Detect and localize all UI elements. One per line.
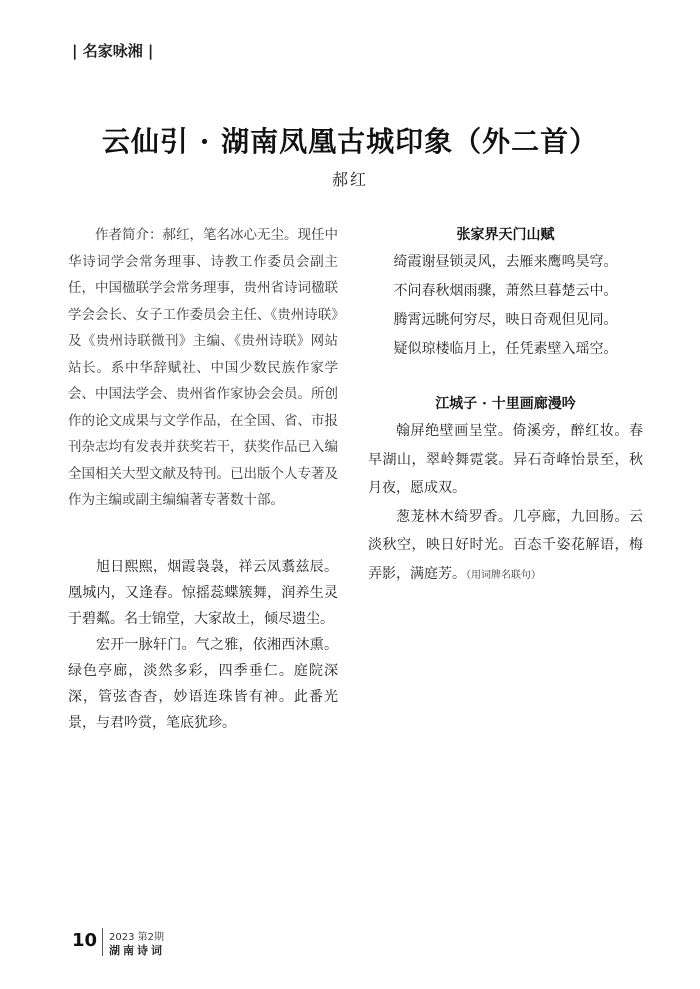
author-name: 郝红	[331, 170, 368, 189]
poem-line: 腾霄远眺何穷尽，映日奇观但见同。	[393, 312, 618, 328]
poem-stanza: 宏开一脉轩门。气之雅，依湘西沐熏。绿色亭廊，淡然多彩，四季垂仁。庭院深深，管弦杳杳，妙语连珠皆有神。此番光景，与君吟赏，笔底犹珍。	[68, 636, 338, 731]
page-number: 10	[72, 930, 98, 951]
section-tag: | 名家咏湘 |	[72, 42, 154, 60]
left-column	[68, 222, 338, 736]
author-bio	[68, 222, 338, 514]
poem-yunxianyin	[68, 554, 338, 736]
issue-label: 2023 第2期	[109, 932, 164, 943]
journal-name: 湖南诗词	[109, 944, 165, 957]
poem-stanza: 翰屏绝壁画呈堂。倚溪旁，醉红妆。春早湖山，翠岭舞霓裳。异石奇峰怡景至，秋月夜，愿成双。	[368, 423, 643, 496]
poem-note: （用词牌名联句）	[466, 569, 541, 581]
poem-tianmenshan	[368, 248, 643, 364]
right-column	[368, 222, 643, 590]
poem-stanza-text: 葱茏林木绮罗香。几亭廊，九回肠。云淡秋空，映日好时光。百态千姿花解语，梅弄影，满庭芳。	[368, 508, 643, 582]
poem-line: 疑似琼楼临月上，任凭素壁入瑶空。	[393, 341, 618, 357]
author-bio-text: 作者简介：郝红，笔名冰心无尘。现任中华诗词学会常务理事、诗教工作委员会副主任，中国楹联学会常务理事，贵州省诗词楹联学会会长、女子工作委员会主任、《贵州诗联》及《贵州诗联微刊》主编、《贵州诗联》网站站长。系中华辞赋社、中国少数民族作家学会、中国法学会、贵州省作家协会会员。所创作的论文成果与文学作品，在全国、省、市报刊杂志均有发表并获奖若干，获奖作品已入编全国相关大型文献及特刊。已出版个人专著及作为主编或副主编编著专著数十部。	[68, 227, 338, 507]
page-title: 云仙引 · 湖南凤凰古城印象（外二首）	[101, 125, 599, 158]
poem-jiangchengzi	[368, 417, 643, 590]
poem-title-jiangchengzi: 江城子 · 十里画廊漫吟	[435, 396, 576, 412]
poem-line: 不问春秋烟雨骤，萧然旦暮楚云中。	[393, 283, 618, 299]
poem-title-tianmenshan: 张家界天门山赋	[456, 227, 555, 243]
poem-line: 绮霞谢昼锁灵风，去雁来鹰鸣昊穹。	[393, 254, 618, 270]
poem-stanza: 旭日熙熙，烟霞袅袅，祥云凤翥兹辰。凰城内，又逢春。惊摇蕊蝶簇舞，润养生灵于碧粼。名士锦堂，大家故土，倾尽遗尘。	[68, 558, 338, 627]
footer-divider	[102, 928, 103, 956]
poem-stanza	[368, 503, 643, 591]
